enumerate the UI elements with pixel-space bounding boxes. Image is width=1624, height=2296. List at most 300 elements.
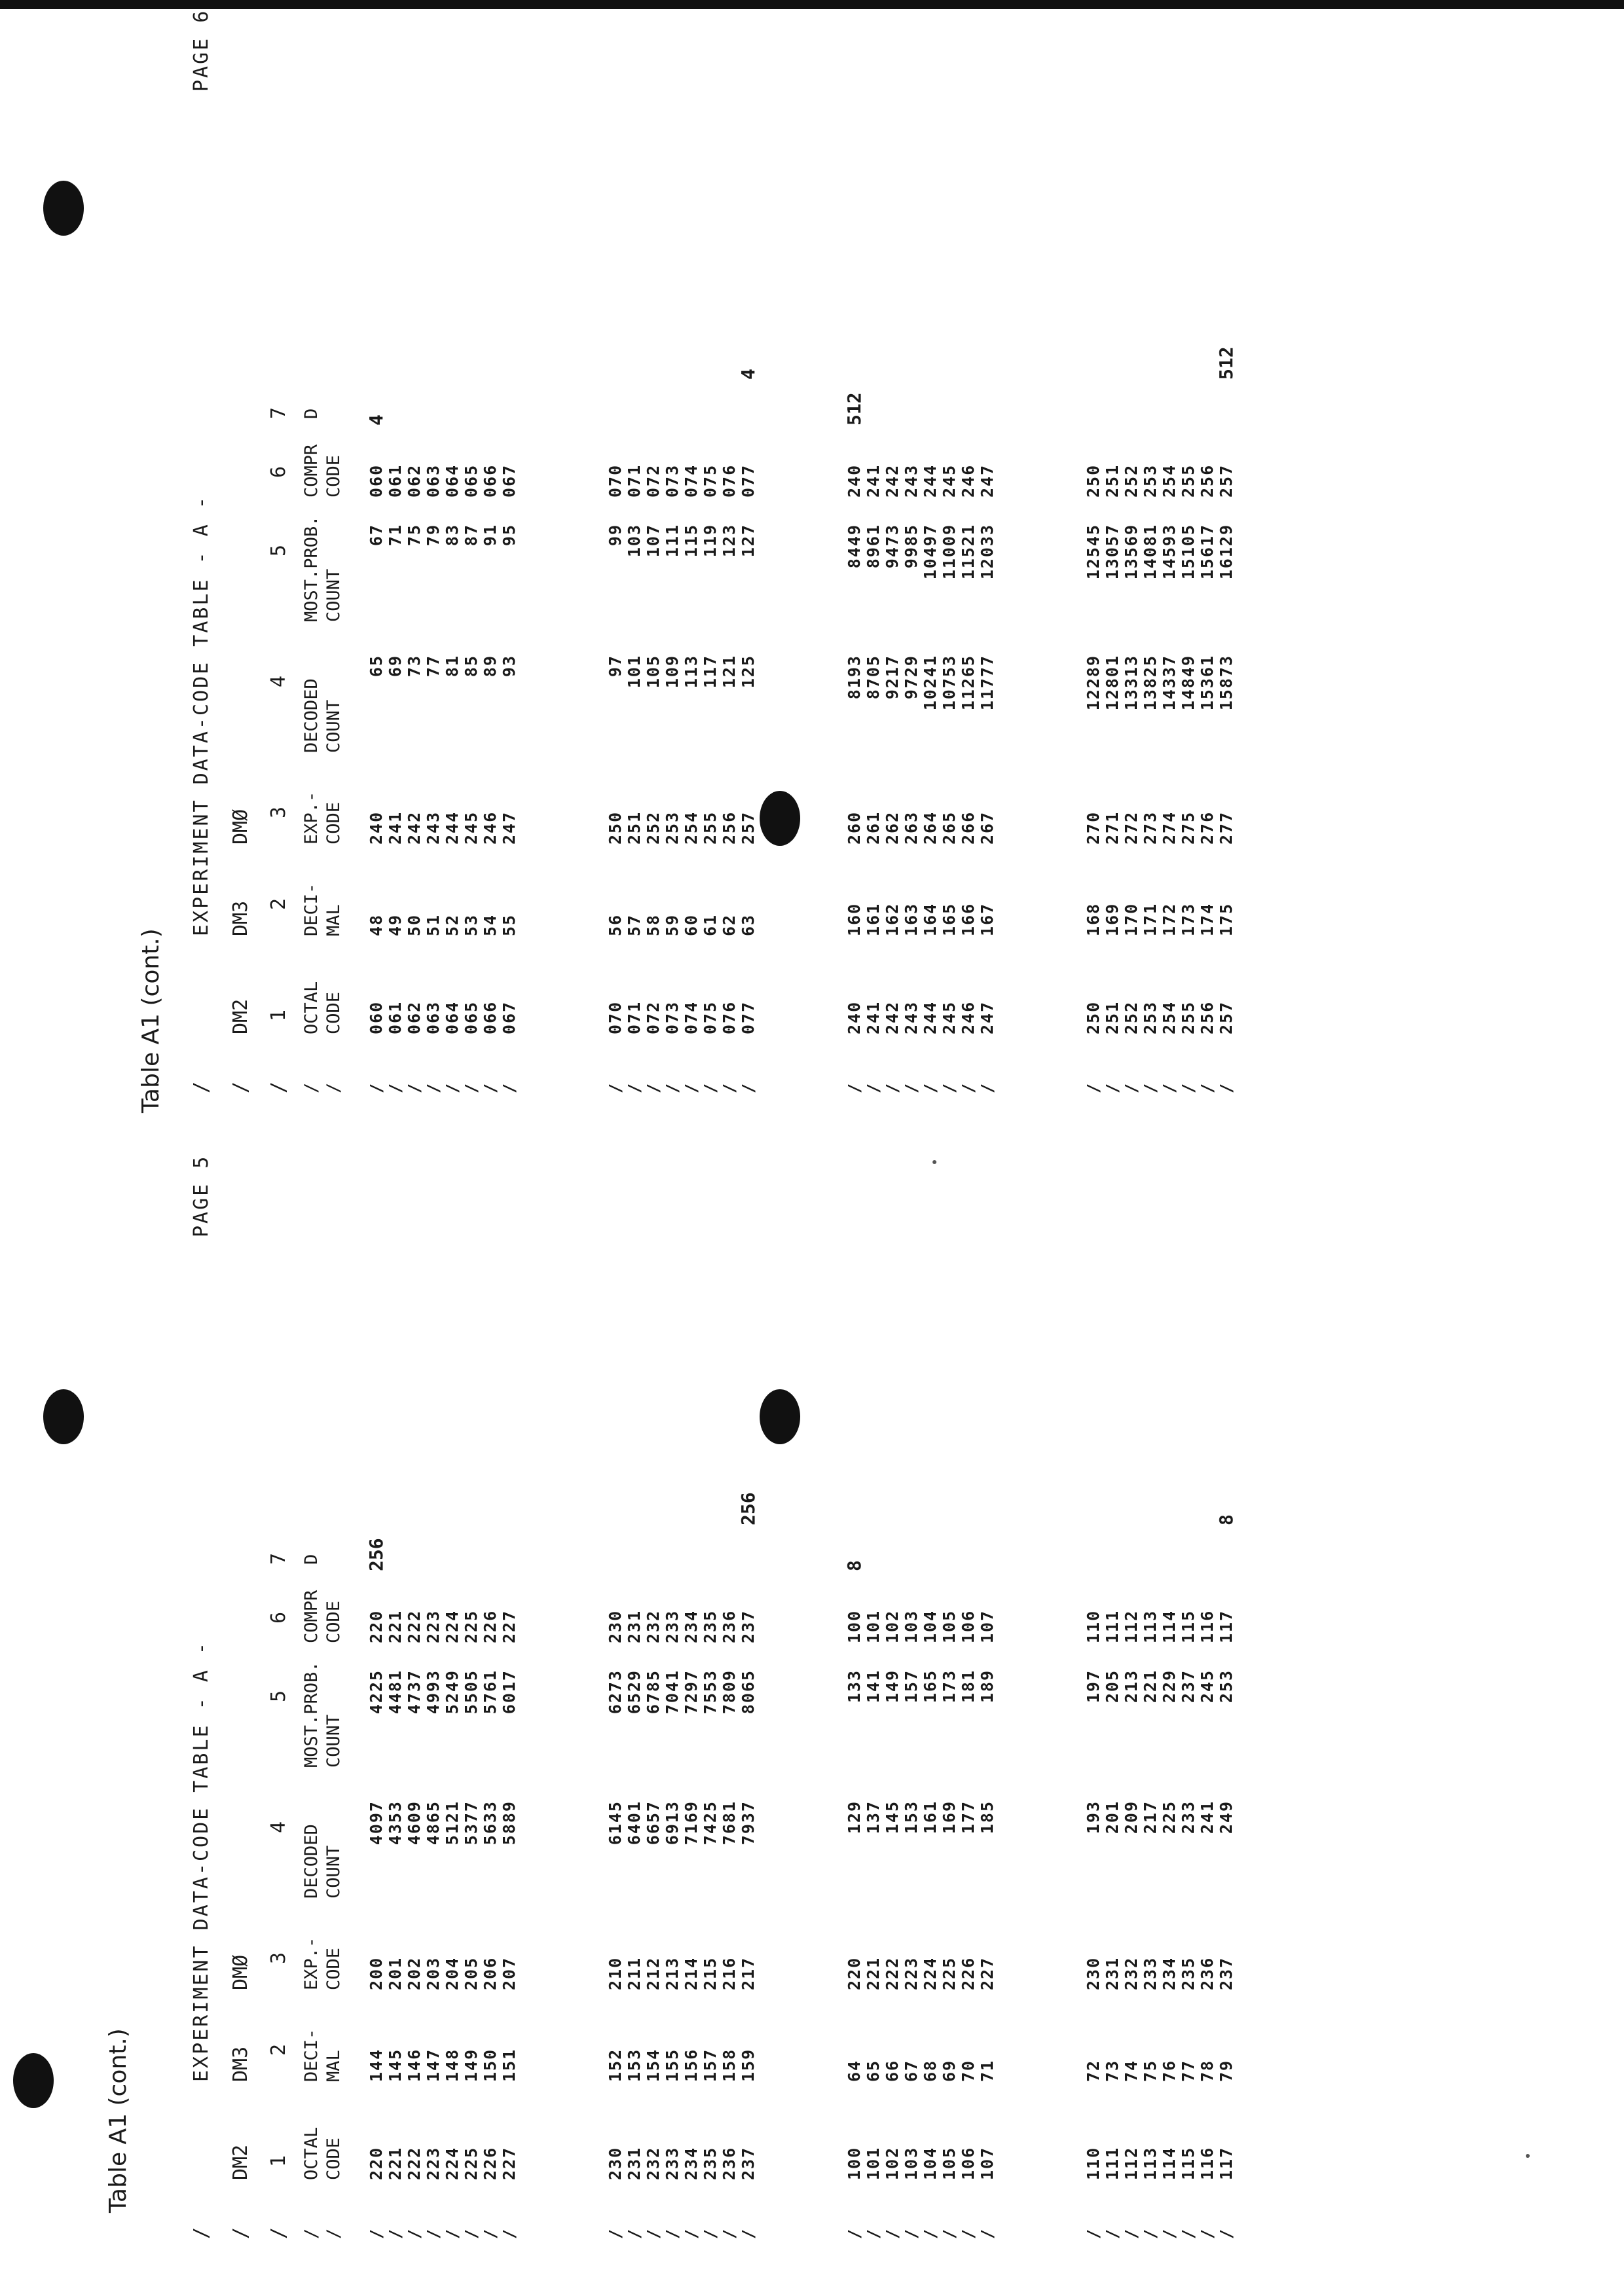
row-slash: / [1122,2227,1141,2239]
octal-code: 064 [443,1000,462,1034]
exp-code: 230 [1084,1956,1103,1990]
group-multiplier: 4 [365,414,387,426]
exp-code: 213 [663,1956,682,1990]
octal-code: 100 [845,2146,864,2180]
decoded-count: 65 [367,655,386,678]
most-prob-count: 5249 [443,1669,462,1715]
octal-code: 070 [606,1000,625,1034]
row-slash: / [190,2225,213,2239]
decimal: 168 [1084,902,1103,936]
most-prob-count: 245 [1198,1669,1217,1704]
decoded-count: 13825 [1141,655,1160,711]
compr-code: 075 [701,464,720,498]
column-number: 5 [267,544,290,556]
compr-code: 076 [720,464,739,498]
octal-code: 101 [864,2146,883,2180]
decoded-count: 209 [1122,1800,1141,1834]
decimal: 155 [663,2048,682,2082]
decoded-count: 217 [1141,1800,1160,1834]
compr-code: 231 [625,1609,644,1643]
most-prob-count: 5761 [481,1669,500,1715]
decoded-count: 117 [701,655,720,689]
compr-code: 251 [1103,464,1122,498]
table-row [959,0,978,1106]
decoded-count: 4353 [386,1800,405,1846]
row-slash: / [978,1082,997,1093]
table-row [701,1120,720,2252]
column-header: COUNT [323,568,344,622]
row-slash: / [1103,1082,1122,1093]
table-row [682,1120,701,2252]
octal-code: 062 [405,1000,424,1034]
row-slash: / [864,2227,883,2239]
table-row [739,1120,758,2252]
row-slash: / [883,1082,902,1093]
row-slash: / [682,2227,701,2239]
octal-code: 234 [682,2146,701,2180]
exp-code: 207 [500,1956,519,1990]
decimal: 149 [462,2048,481,2082]
table-row [1179,1120,1198,2252]
compr-code: 246 [959,464,978,498]
decimal: 70 [959,2059,978,2082]
table-row [739,0,758,1106]
row-slash: / [267,2227,290,2239]
table-row [921,1120,940,2252]
exp-code: 276 [1198,811,1217,845]
decoded-count: 11777 [978,655,997,711]
table-row [424,1120,443,2252]
row-slash: / [301,1082,322,1093]
table-row [921,0,940,1106]
decoded-count: 12289 [1084,655,1103,711]
octal-code: 071 [625,1000,644,1034]
decimal: 174 [1198,902,1217,936]
decimal: 59 [663,913,682,936]
column-header: CODE [323,1600,344,1643]
decimal: 61 [701,913,720,936]
table-title-line [190,1120,219,2252]
most-prob-count: 83 [443,524,462,547]
compr-code: 257 [1217,464,1236,498]
most-prob-count: 237 [1179,1669,1198,1704]
exp-code: 262 [883,811,902,845]
exp-code: 246 [481,811,500,845]
table-row [606,1120,625,2252]
column-number: 6 [267,1611,290,1624]
row-slash: / [606,1082,625,1093]
row-slash: / [405,1082,424,1093]
row-group [845,0,997,1106]
column-header: CODE [323,801,344,845]
row-group [845,1120,997,2252]
table-row [845,0,864,1106]
table-row [625,1120,644,2252]
table-row [1217,0,1236,1106]
decoded-count: 77 [424,655,443,678]
decoded-count: 101 [625,655,644,689]
row-slash: / [1084,2227,1103,2239]
table-panel-page-5 [190,1120,1237,2252]
row-slash: / [1179,2227,1198,2239]
compr-code: 244 [921,464,940,498]
most-prob-count: 16129 [1217,524,1236,580]
compr-code: 233 [663,1609,682,1643]
column-header: CODE [323,1947,344,1990]
most-prob-count: 7809 [720,1669,739,1715]
table-row [663,0,682,1106]
decoded-count: 7937 [739,1800,758,1846]
exp-code: 222 [883,1956,902,1990]
decimal: 154 [644,2048,663,2082]
decoded-count: 14337 [1160,655,1179,711]
octal-code: 254 [1160,1000,1179,1034]
most-prob-count: 115 [682,524,701,558]
table-row [462,0,481,1106]
most-prob-count: 95 [500,524,519,547]
punch-hole-mid-left [43,1389,84,1444]
most-prob-count: 189 [978,1669,997,1704]
decimal: 57 [625,913,644,936]
exp-code: 221 [864,1956,883,1990]
decimal: 53 [462,913,481,936]
group-multiplier: 512 [1215,346,1237,380]
octal-code: 116 [1198,2146,1217,2180]
table-row [1179,0,1198,1106]
octal-code: 236 [720,2146,739,2180]
octal-code: 107 [978,2146,997,2180]
exp-code: 253 [663,811,682,845]
decoded-count: 93 [500,655,519,678]
table-row [940,1120,959,2252]
exp-code: 232 [1122,1956,1141,1990]
exp-code: 271 [1103,811,1122,845]
row-slash: / [902,1082,921,1093]
column-header: DECI- [301,883,322,936]
octal-code: 075 [701,1000,720,1034]
decimal: 52 [443,913,462,936]
exp-code: 237 [1217,1956,1236,1990]
dm-labels-line [229,0,258,1106]
compr-code: 112 [1122,1609,1141,1643]
exp-code: 260 [845,811,864,845]
decimal: 48 [367,913,386,936]
compr-code: 110 [1084,1609,1103,1643]
group-multiplier: 256 [365,1538,387,1571]
column-number: 3 [267,806,290,818]
table-row [864,0,883,1106]
dm-label: DM2 [229,2144,252,2180]
compr-code: 071 [625,464,644,498]
row-slash: / [644,1082,663,1093]
most-prob-count: 213 [1122,1669,1141,1704]
row-slash: / [1198,2227,1217,2239]
row-slash: / [940,2227,959,2239]
row-slash: / [720,1082,739,1093]
decoded-count: 6401 [625,1800,644,1846]
column-numbers-line [267,1120,296,2252]
table-row [1160,1120,1179,2252]
octal-code: 241 [864,1000,883,1034]
exp-code: 233 [1141,1956,1160,1990]
octal-code: 252 [1122,1000,1141,1034]
compr-code: 241 [864,464,883,498]
row-slash: / [323,2228,344,2239]
table-row [405,1120,424,2252]
decoded-count: 7169 [682,1800,701,1846]
compr-code: 237 [739,1609,758,1643]
octal-code: 250 [1084,1000,1103,1034]
decimal: 74 [1122,2059,1141,2082]
most-prob-count: 5505 [462,1669,481,1715]
column-header: CODE [323,991,344,1034]
compr-code: 242 [883,464,902,498]
compr-code: 254 [1160,464,1179,498]
column-number: 2 [267,898,290,910]
exp-code: 244 [443,811,462,845]
most-prob-count: 107 [644,524,663,558]
exp-code: 242 [405,811,424,845]
table-row [902,0,921,1106]
row-slash: / [481,1082,500,1093]
table-row [940,0,959,1106]
most-prob-count: 99 [606,524,625,547]
octal-code: 230 [606,2146,625,2180]
table-row [1141,1120,1160,2252]
column-header: COMPR [301,1590,322,1643]
decoded-count: 145 [883,1800,902,1834]
octal-code: 251 [1103,1000,1122,1034]
most-prob-count: 67 [367,524,386,547]
table-row [367,1120,386,2252]
row-slash: / [367,2227,386,2239]
row-slash: / [663,2227,682,2239]
exp-code: 234 [1160,1956,1179,1990]
exp-code: 254 [682,811,701,845]
most-prob-count: 165 [921,1669,940,1704]
exp-code: 223 [902,1956,921,1990]
decimal: 68 [921,2059,940,2082]
column-header: DECODED [301,678,322,753]
decimal: 164 [921,902,940,936]
most-prob-count: 11521 [959,524,978,580]
exp-code: 274 [1160,811,1179,845]
decimal: 161 [864,902,883,936]
column-header: OCTAL [301,981,322,1034]
column-header: CODE [323,2137,344,2180]
most-prob-count: 103 [625,524,644,558]
dm-label: DMØ [229,809,252,845]
column-header-line [323,0,352,1106]
most-prob-count: 7041 [663,1669,682,1715]
octal-code: 073 [663,1000,682,1034]
compr-code: 116 [1198,1609,1217,1643]
decimal: 75 [1141,2059,1160,2082]
table-row [701,0,720,1106]
row-slash: / [424,2227,443,2239]
compr-code: 234 [682,1609,701,1643]
exp-code: 277 [1217,811,1236,845]
decimal: 71 [978,2059,997,2082]
compr-code: 077 [739,464,758,498]
column-header: COUNT [323,1845,344,1899]
exp-code: 243 [424,811,443,845]
decimal: 151 [500,2048,519,2082]
table-row [424,0,443,1106]
table-panel-page-6 [190,0,1237,1106]
most-prob-count: 221 [1141,1669,1160,1704]
row-group [1084,1120,1236,2252]
octal-code: 221 [386,2146,405,2180]
exp-code: 255 [701,811,720,845]
decimal: 62 [720,913,739,936]
compr-code: 114 [1160,1609,1179,1643]
compr-code: 252 [1122,464,1141,498]
compr-code: 102 [883,1609,902,1643]
row-slash: / [267,1081,290,1093]
table-row [845,1120,864,2252]
decimal: 55 [500,913,519,936]
row-group [606,0,758,1106]
decoded-count: 4609 [405,1800,424,1846]
decimal: 56 [606,913,625,936]
column-number: 2 [267,2043,290,2056]
table-row [1198,1120,1217,2252]
compr-code: 061 [386,464,405,498]
row-slash: / [959,1082,978,1093]
most-prob-count: 87 [462,524,481,547]
octal-code: 077 [739,1000,758,1034]
row-slash: / [1103,2227,1122,2239]
decimal: 50 [405,913,424,936]
compr-code: 100 [845,1609,864,1643]
exp-code: 231 [1103,1956,1122,1990]
most-prob-count: 149 [883,1669,902,1704]
row-slash: / [606,2227,625,2239]
decimal: 166 [959,902,978,936]
compr-code: 067 [500,464,519,498]
exp-code: 270 [1084,811,1103,845]
exp-code: 200 [367,1956,386,1990]
decimal: 165 [940,902,959,936]
exp-code: 203 [424,1956,443,1990]
row-slash: / [921,2227,940,2239]
octal-code: 237 [739,2146,758,2180]
octal-code: 222 [405,2146,424,2180]
table-title-line [190,0,219,1106]
decoded-count: 5633 [481,1800,500,1846]
row-slash: / [443,1082,462,1093]
row-slash: / [883,2227,902,2239]
column-header: MOST.PROB. [301,515,322,622]
row-slash: / [845,1082,864,1093]
table-row [1141,0,1160,1106]
compr-code: 111 [1103,1609,1122,1643]
exp-code: 264 [921,811,940,845]
decimal: 170 [1122,902,1141,936]
decoded-count: 69 [386,655,405,678]
decoded-count: 137 [864,1800,883,1834]
decimal: 60 [682,913,701,936]
compr-code: 232 [644,1609,663,1643]
compr-code: 117 [1217,1609,1236,1643]
compr-code: 107 [978,1609,997,1643]
column-header: COMPR [301,444,322,498]
most-prob-count: 133 [845,1669,864,1704]
octal-code: 246 [959,1000,978,1034]
decimal: 158 [720,2048,739,2082]
compr-code: 060 [367,464,386,498]
decoded-count: 5889 [500,1800,519,1846]
decoded-count: 97 [606,655,625,678]
decimal: 51 [424,913,443,936]
most-prob-count: 7553 [701,1669,720,1715]
decoded-count: 89 [481,655,500,678]
compr-code: 253 [1141,464,1160,498]
table-row [1160,0,1179,1106]
most-prob-count: 13569 [1122,524,1141,580]
decoded-count: 5121 [443,1800,462,1846]
table-row [606,0,625,1106]
column-header: EXP.- [301,791,322,845]
table-row [386,0,405,1106]
row-slash: / [500,1082,519,1093]
table-row [1122,0,1141,1106]
exp-code: 217 [739,1956,758,1990]
decimal: 67 [902,2059,921,2082]
octal-code: 111 [1103,2146,1122,2180]
table-row [959,1120,978,2252]
dm-label: DM3 [229,2046,252,2082]
compr-code: 235 [701,1609,720,1643]
decoded-count: 81 [443,655,462,678]
row-slash: / [902,2227,921,2239]
column-number: 5 [267,1690,290,1702]
octal-code: 247 [978,1000,997,1034]
decoded-count: 7425 [701,1800,720,1846]
most-prob-count: 6529 [625,1669,644,1715]
decoded-count: 9217 [883,655,902,700]
most-prob-count: 7297 [682,1669,701,1715]
octal-code: 117 [1217,2146,1236,2180]
most-prob-count: 71 [386,524,405,547]
table-row [625,0,644,1106]
decimal: 175 [1217,902,1236,936]
exp-code: 247 [500,811,519,845]
decimal: 54 [481,913,500,936]
decimal: 152 [606,2048,625,2082]
most-prob-count: 111 [663,524,682,558]
exp-code: 266 [959,811,978,845]
decoded-count: 153 [902,1800,921,1834]
compr-code: 105 [940,1609,959,1643]
table-row [1198,0,1217,1106]
octal-code: 066 [481,1000,500,1034]
row-slash: / [367,1082,386,1093]
decimal: 66 [883,2059,902,2082]
octal-code: 065 [462,1000,481,1034]
column-number: 4 [267,675,290,687]
table-row [864,1120,883,2252]
compr-code: 245 [940,464,959,498]
table-row [462,1120,481,2252]
compr-code: 103 [902,1609,921,1643]
compr-code: 220 [367,1609,386,1643]
exp-code: 267 [978,811,997,845]
exp-code: 212 [644,1956,663,1990]
decoded-count: 241 [1198,1800,1217,1834]
compr-code: 066 [481,464,500,498]
